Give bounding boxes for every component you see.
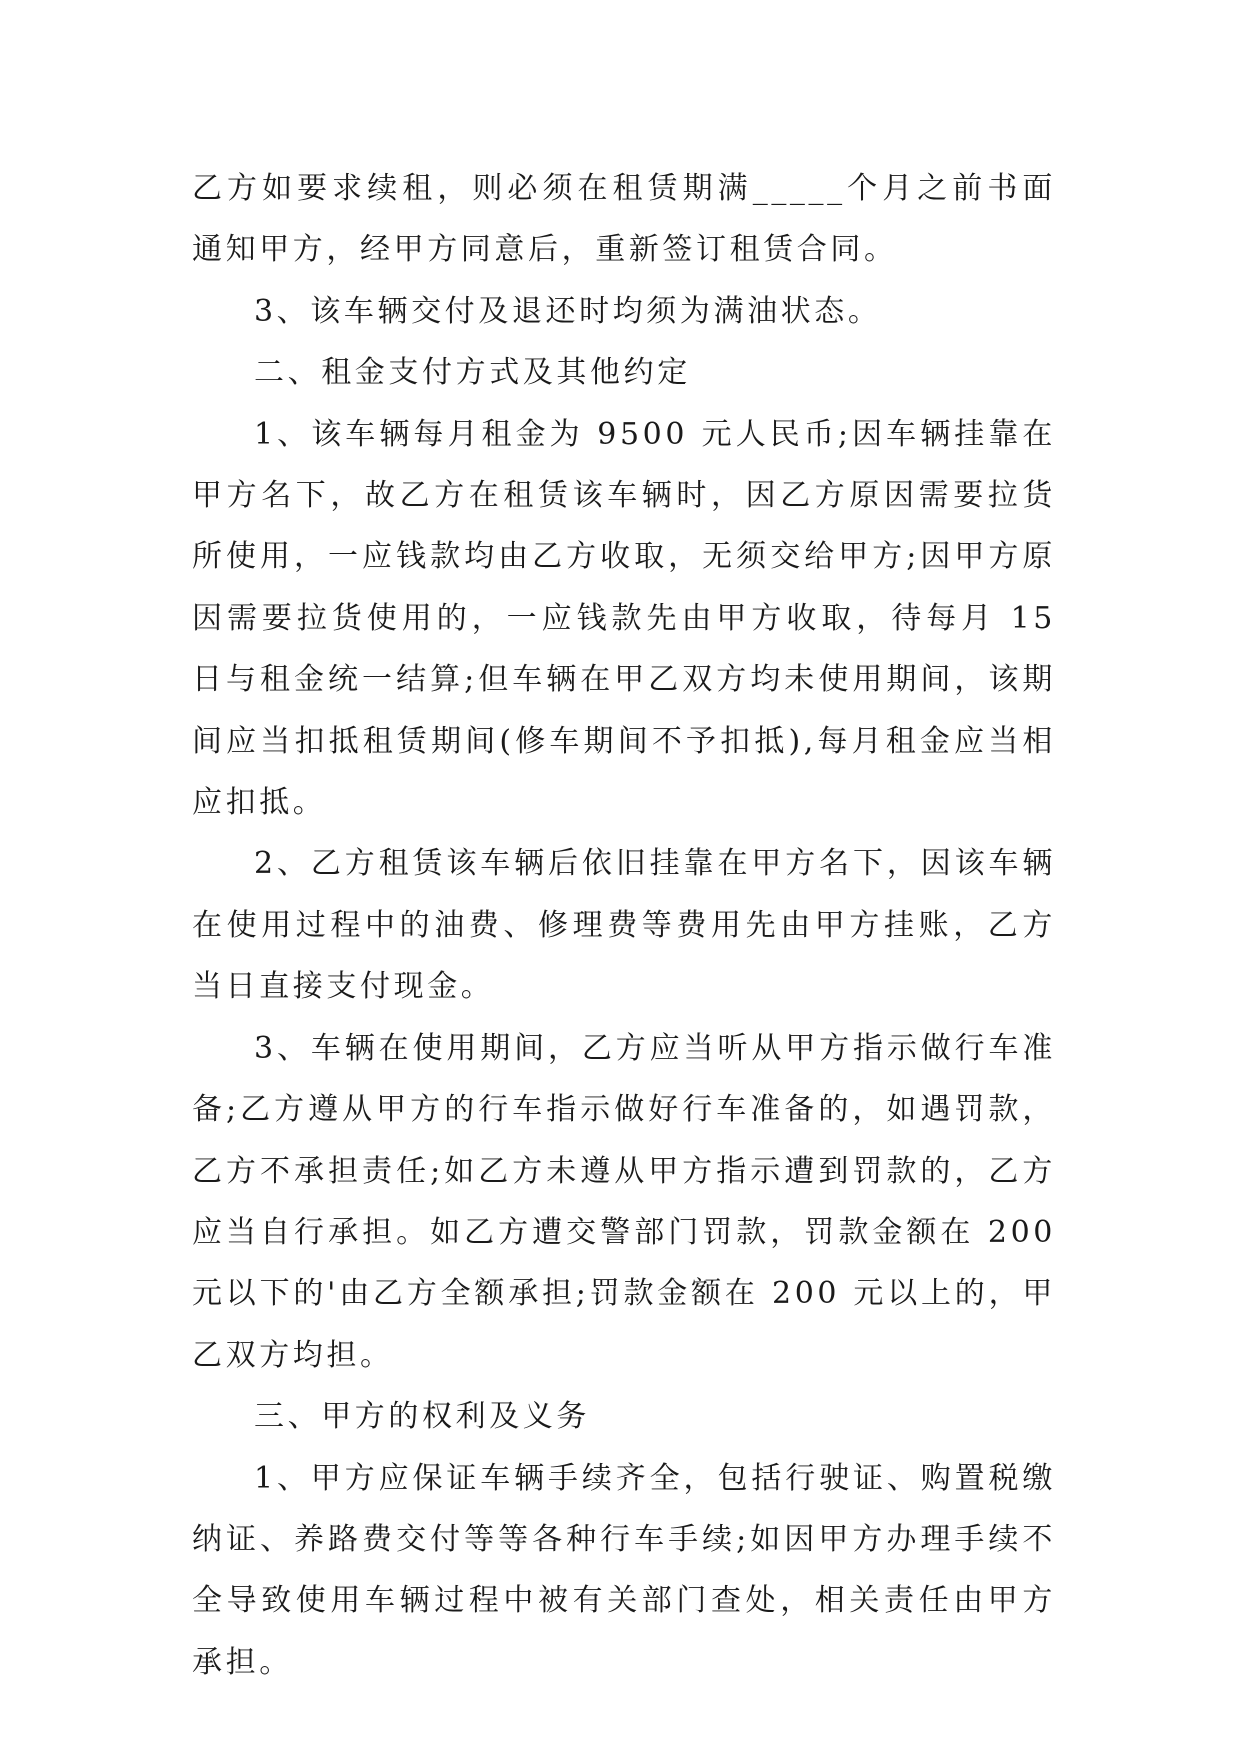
paragraph-vehicle-documents: 1、甲方应保证车辆手续齐全，包括行驶证、购置税缴纳证、养路费交付等等各种行车手续;如因甲方办理手续不全导致使用车辆过程中被有关部门查处，相关责任由甲方承担。 bbox=[192, 1460, 1056, 1680]
paragraph-renewal: 乙方如要求续租，则必须在租赁期满_____个月之前书面通知甲方，经甲方同意后，重新签订租赁合同。 bbox=[192, 171, 1056, 268]
paragraph-monthly-rent: 1、该车辆每月租金为 9500 元人民币;因车辆挂靠在甲方名下，故乙方在租赁该车辆时，因乙方原因需要拉货所使用，一应钱款均由乙方收取，无须交给甲方;因甲方原因需要拉货使用的，一应钱款先由甲方收取，待每月 15 日与租金统一结算;但车辆在甲乙双方均未使用期间，该期间应当扣抵租赁期间(修车期间不予扣抵),每月租金应当相应扣抵。 bbox=[192, 416, 1056, 821]
section-heading-party-a-rights: 三、甲方的权利及义务 bbox=[254, 1399, 590, 1435]
section-heading-rent-payment: 二、租金支付方式及其他约定 bbox=[254, 355, 691, 391]
paragraph-fees: 2、乙方租赁该车辆后依旧挂靠在甲方名下，因该车辆在使用过程中的油费、修理费等费用先由甲方挂账，乙方当日直接支付现金。 bbox=[192, 846, 1056, 1005]
paragraph-fines: 3、车辆在使用期间，乙方应当听从甲方指示做行车准备;乙方遵从甲方的行车指示做好行车准备的，如遇罚款，乙方不承担责任;如乙方未遵从甲方指示遭到罚款的，乙方应当自行承担。如乙方遭交警部门罚款，罚款金额在 200 元以下的'由乙方全额承担;罚款金额在 200 元以上的，甲乙双方均担。 bbox=[192, 1030, 1056, 1373]
paragraph-fuel-state: 3、该车辆交付及退还时均须为满油状态。 bbox=[254, 293, 882, 329]
document-body bbox=[192, 158, 1056, 1693]
